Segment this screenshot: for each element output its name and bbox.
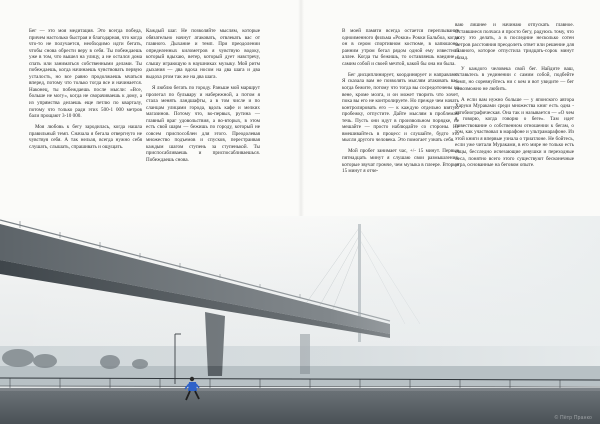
- photo-credit: © Пётр Пранко: [554, 415, 592, 421]
- bridge-fog-photo: [0, 216, 600, 424]
- paragraph: Бег дисциплинирует, координирует и направляет. Я сказала вам не позволять мыслям атаковать вас, когда бежите, потому что тогда вы сосредоточены на вене, кроме мозга, и он может творить что хочет, пока вы его не контролируете. Но прежде чем начать контролировать его — к каждую отдельно взятую пробежку, отпустите. Дайте мыслям в проблемам течь. Пусть они идут в произвольном порядке, не мешайте — просто наблюдайте со стороны. Не вмешивайтесь в процесс и слушайте, будто это мысли другого человека. Это помогает узнать себя.: [342, 71, 459, 144]
- text-column-1: [29, 28, 142, 155]
- text-column-3: [342, 28, 459, 179]
- paragraph: Каждый шаг. Не позволяйте мыслям, которые обязательно начнут атаковать, отвлекать вас от главного. Дыхание и темп. При преодолении определенных километров я чувствую водоку, который вдыхаю, ветер, который дует навстречу, слышу играющую в наушниках музыку. Мой ритм дыхания — два вдоха носом на два шага и два выдоха ртом так же на два шага.: [146, 28, 260, 80]
- paragraph: В моей памяти всегда остается переплывание одноименного фильма «Рокки» Рокки Бальбоа, когда он в сером спортивном костюме, в капюшоне, ранним утром бегал рядом одной ему известной аллее. Когда ты бежишь, то оставляешь наедине с самим собой и своей мечтой, какой бы она ни была.: [342, 28, 459, 67]
- paragraph: ваю лишнее и начинаю отпускать главное. Оставшиеся полчаса я просто бегу, радуюсь тому, что могу это делать, а в последние несколько сотен метров расстояния преодолеть ответ или решение для главного, которое отпустила тридцать-сорок минут назад.: [455, 22, 574, 61]
- paragraph: Мой пробег занимает час, +/- 15 минут. Первые пятнадцать минут я слушаю свои размышления, которые звучат громче, чем музыка в плеере. Вторые 15 минут я отче-: [342, 148, 459, 175]
- text-column-4: [455, 22, 574, 173]
- paragraph: А если вам нужно больше — у японского автора Харуки Мураками среди множества книг есть одна - автобиографическая. Она так и называется — «О чем я говорю, когда говорю о беге». Там идет повествование о собственном отношении к бегам, о том, как участвовал в марафоне и ультрамарафоне. Из этой книги я впервые узнала о триатлоне. Не бойтесь, если уже читали Мураками, в его мире не только есть овцы, бесследно исчезающие девушки и переходные леса, понятно всего этого существуют бесконечные утра, основанные на беговом опыте.: [455, 96, 574, 169]
- paragraph: Я люблю бегать по городу. Раньше мой маршрут пролегал по бульвару и набережной, а потом я стала менять ландшафты, а в том числе и по сланцам улицами города, вдоль кафе и мелких магазинов. Потому что, во-первых, рутина — главный враг удовольствия, а во-вторых, в этом есть свой шарм — бежишь по городу, который не совсем приспособлен для этого. Преодолевая множество подъемов и спусков, перестраивая каждым шагом ступень за ступенькой. Ты приспосабливаешь и приспосабливаешься. Побеждаешь снова.: [146, 84, 260, 163]
- paragraph: Бег — это моя медитация. Это всегда победа, причем настолько быстрая и благодарная, что когда что-то не получается, необходимо идти бегать, чтобы снова обрести веру в себя. Ты побеждаешь уже в том, что вышел на улицу, а не остался дома спать или заниматься собственными делами. Ты побеждаешь, когда начинаешь чувствовать первую усталость, но все равно продолжаешь мчаться вперед, потому что только тогда все и начинается. Наконец, ты побеждаешь после мысли: «Все, больше не могу», когда не сворачиваешь к дому, а из упрямства делаешь еще петлю по кварталу, потому что только ради этих 500-1 000 метров бали прощают 3-10 000.: [29, 28, 142, 120]
- walkway: [0, 388, 600, 424]
- paragraph: У каждого человека свой бег. Найдите ваш, оставьтесь в уединении с самим собой, подбейте темп, но соревнуйтесь ни с кем и вот увидите — бег невозможно не любить.: [455, 65, 574, 92]
- paragraph: Моя любовь к бегу зародилась, когда нашла правильный темп. Сначала я бегала отвергнуто не чувствуя себя. А так нельзя, всегда нужно себя слушать, слышать, спрашивать и ощущать.: [29, 124, 142, 150]
- text-column-2: [146, 28, 260, 168]
